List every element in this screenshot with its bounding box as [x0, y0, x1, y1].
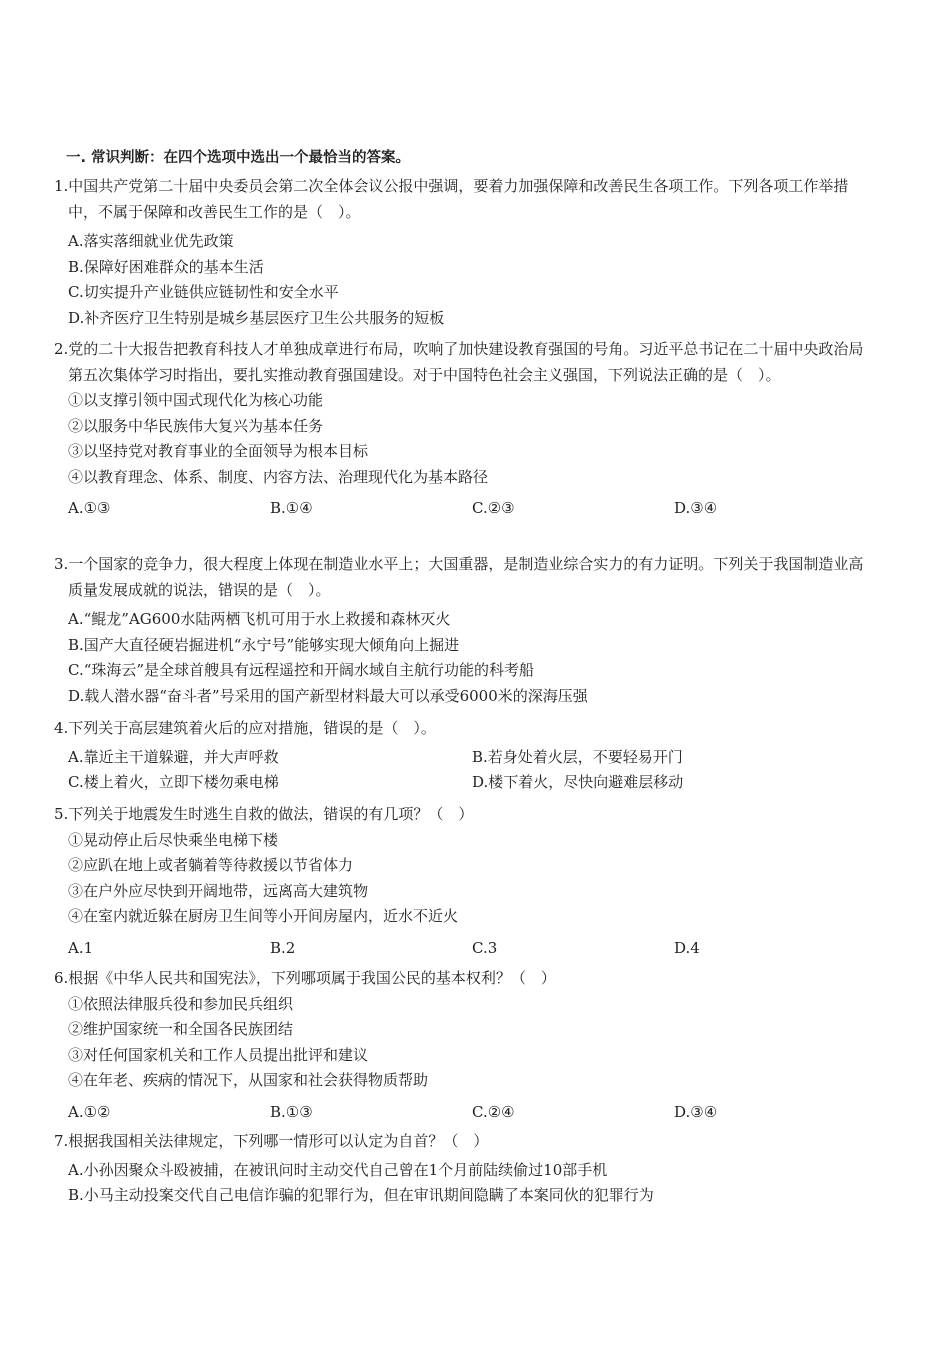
option-a: A.①②: [68, 1102, 111, 1121]
option-c: C.3: [472, 938, 498, 957]
option-a: A.靠近主干道躲避，并大声呼救: [68, 747, 279, 766]
statement-2: ②应趴在地上或者躺着等待救援以节省体力: [68, 856, 354, 874]
section-title: 一. 常识判断：在四个选项中选出一个最恰当的答案。: [66, 150, 411, 166]
option-c: C.“珠海云”是全球首艘具有远程遥控和开阔水域自主航行功能的科考船: [68, 661, 535, 679]
option-a: A.落实落细就业优先政策: [68, 232, 234, 250]
question-stem: 6.根据《中华人民共和国宪法》，下列哪项属于我国公民的基本权利？（ ）: [54, 969, 556, 987]
option-c: C.②④: [472, 1102, 515, 1121]
question-stem: 4.下列关于高层建筑着火后的应对措施，错误的是（ ）。: [54, 719, 436, 737]
question-7: [54, 1129, 876, 1209]
question-stem: 5.下列关于地震发生时逃生自救的做法，错误的有几项？（ ）: [54, 805, 474, 823]
option-d: D.楼下着火，尽快向避难层移动: [472, 773, 684, 791]
statement-2: ②以服务中华民族伟大复兴为基本任务: [68, 416, 324, 435]
question-stem: 1.中国共产党第二十届中央委员会第二次全体会议公报中强调，要着力加强保障和改善民生各项工作。下列各项工作举措中，不属于保障和改善民生工作的是（ ）。: [54, 177, 849, 221]
statement-4: ④在年老、疾病的情况下，从国家和社会获得物质帮助: [68, 1071, 429, 1089]
statement-2: ②维护国家统一和全国各民族团结: [68, 1020, 294, 1038]
option-a: A.“鲲龙”AG600水陆两栖飞机可用于水上救援和森林灭火: [68, 610, 451, 628]
question-5: [54, 802, 876, 961]
option-c: C.②③: [472, 499, 515, 517]
option-b: B.保障好困难群众的基本生活: [68, 257, 264, 276]
question-2: [54, 337, 876, 522]
option-c: C.楼上着火，立即下楼勿乘电梯: [68, 773, 279, 791]
option-c: C.切实提升产业链供应链韧性和安全水平: [68, 283, 339, 301]
option-b: B.2: [270, 938, 296, 957]
option-b: B.①④: [270, 499, 313, 517]
option-d: D.载人潜水器“奋斗者”号采用的国产新型材料最大可以承受6000米的深海压强: [68, 686, 588, 705]
options-row: [54, 1100, 876, 1126]
options-row: [54, 936, 876, 962]
question-3: [54, 552, 876, 709]
statement-3: ③对任何国家机关和工作人员提出批评和建议: [68, 1045, 369, 1064]
question-stem: 7.根据我国相关法律规定，下列哪一情形可以认定为自首？（ ）: [54, 1132, 489, 1150]
option-a: A.小孙因聚众斗殴被捕，在被讯问时主动交代自己曾在1个月前陆续偷过10部手机: [68, 1160, 608, 1179]
option-d: D.③④: [674, 499, 718, 517]
question-6: [54, 966, 876, 1125]
question-stem: 3.一个国家的竞争力，很大程度上体现在制造业水平上；大国重器，是制造业综合实力的有力证明。下列关于我国制造业高质量发展成就的说法，错误的是（ ）。: [54, 555, 864, 599]
option-a: A.①③: [68, 499, 111, 517]
statement-4: ④以教育理念、体系、制度、内容方法、治理现代化为基本路径: [68, 467, 489, 486]
options-row: [54, 496, 876, 522]
statement-1: ①依照法律服兵役和参加民兵组织: [68, 994, 294, 1013]
option-d: D.③④: [674, 1102, 718, 1121]
statement-1: ①以支撑引领中国式现代化为核心功能: [68, 391, 324, 409]
question-stem: 2.党的二十大报告把教育科技人才单独成章进行布局，吹响了加快建设教育强国的号角。习近平总书记在二十届中央政治局第五次集体学习时指出，要扎实推动教育强国建设。对于中国特色社会主义强国，下列说法正确的是（ ）。: [54, 340, 864, 384]
statement-1: ①晃动停止后尽快乘坐电梯下楼: [68, 830, 279, 849]
option-d: D.4: [674, 938, 700, 957]
statement-3: ③以坚持党对教育事业的全面领导为根本目标: [68, 442, 369, 460]
question-1: [54, 174, 876, 331]
question-4: [54, 716, 876, 796]
statement-4: ④在室内就近躲在厨房卫生间等小开间房屋内，近水不近火: [68, 907, 459, 925]
option-b: B.若身处着火层，不要轻易开门: [472, 747, 683, 766]
statement-3: ③在户外应尽快到开阔地带，远离高大建筑物: [68, 881, 369, 900]
option-b: B.国产大直径硬岩掘进机“永宁号”能够实现大倾角向上掘进: [68, 635, 460, 654]
options-row: [54, 745, 876, 771]
option-b: B.小马主动投案交代自己电信诈骗的犯罪行为，但在审讯期间隐瞒了本案同伙的犯罪行为: [68, 1186, 654, 1204]
option-a: A.1: [68, 938, 94, 957]
options-row: [54, 770, 876, 796]
option-d: D.补齐医疗卫生特别是城乡基层医疗卫生公共服务的短板: [68, 308, 445, 327]
option-b: B.①③: [270, 1102, 313, 1121]
